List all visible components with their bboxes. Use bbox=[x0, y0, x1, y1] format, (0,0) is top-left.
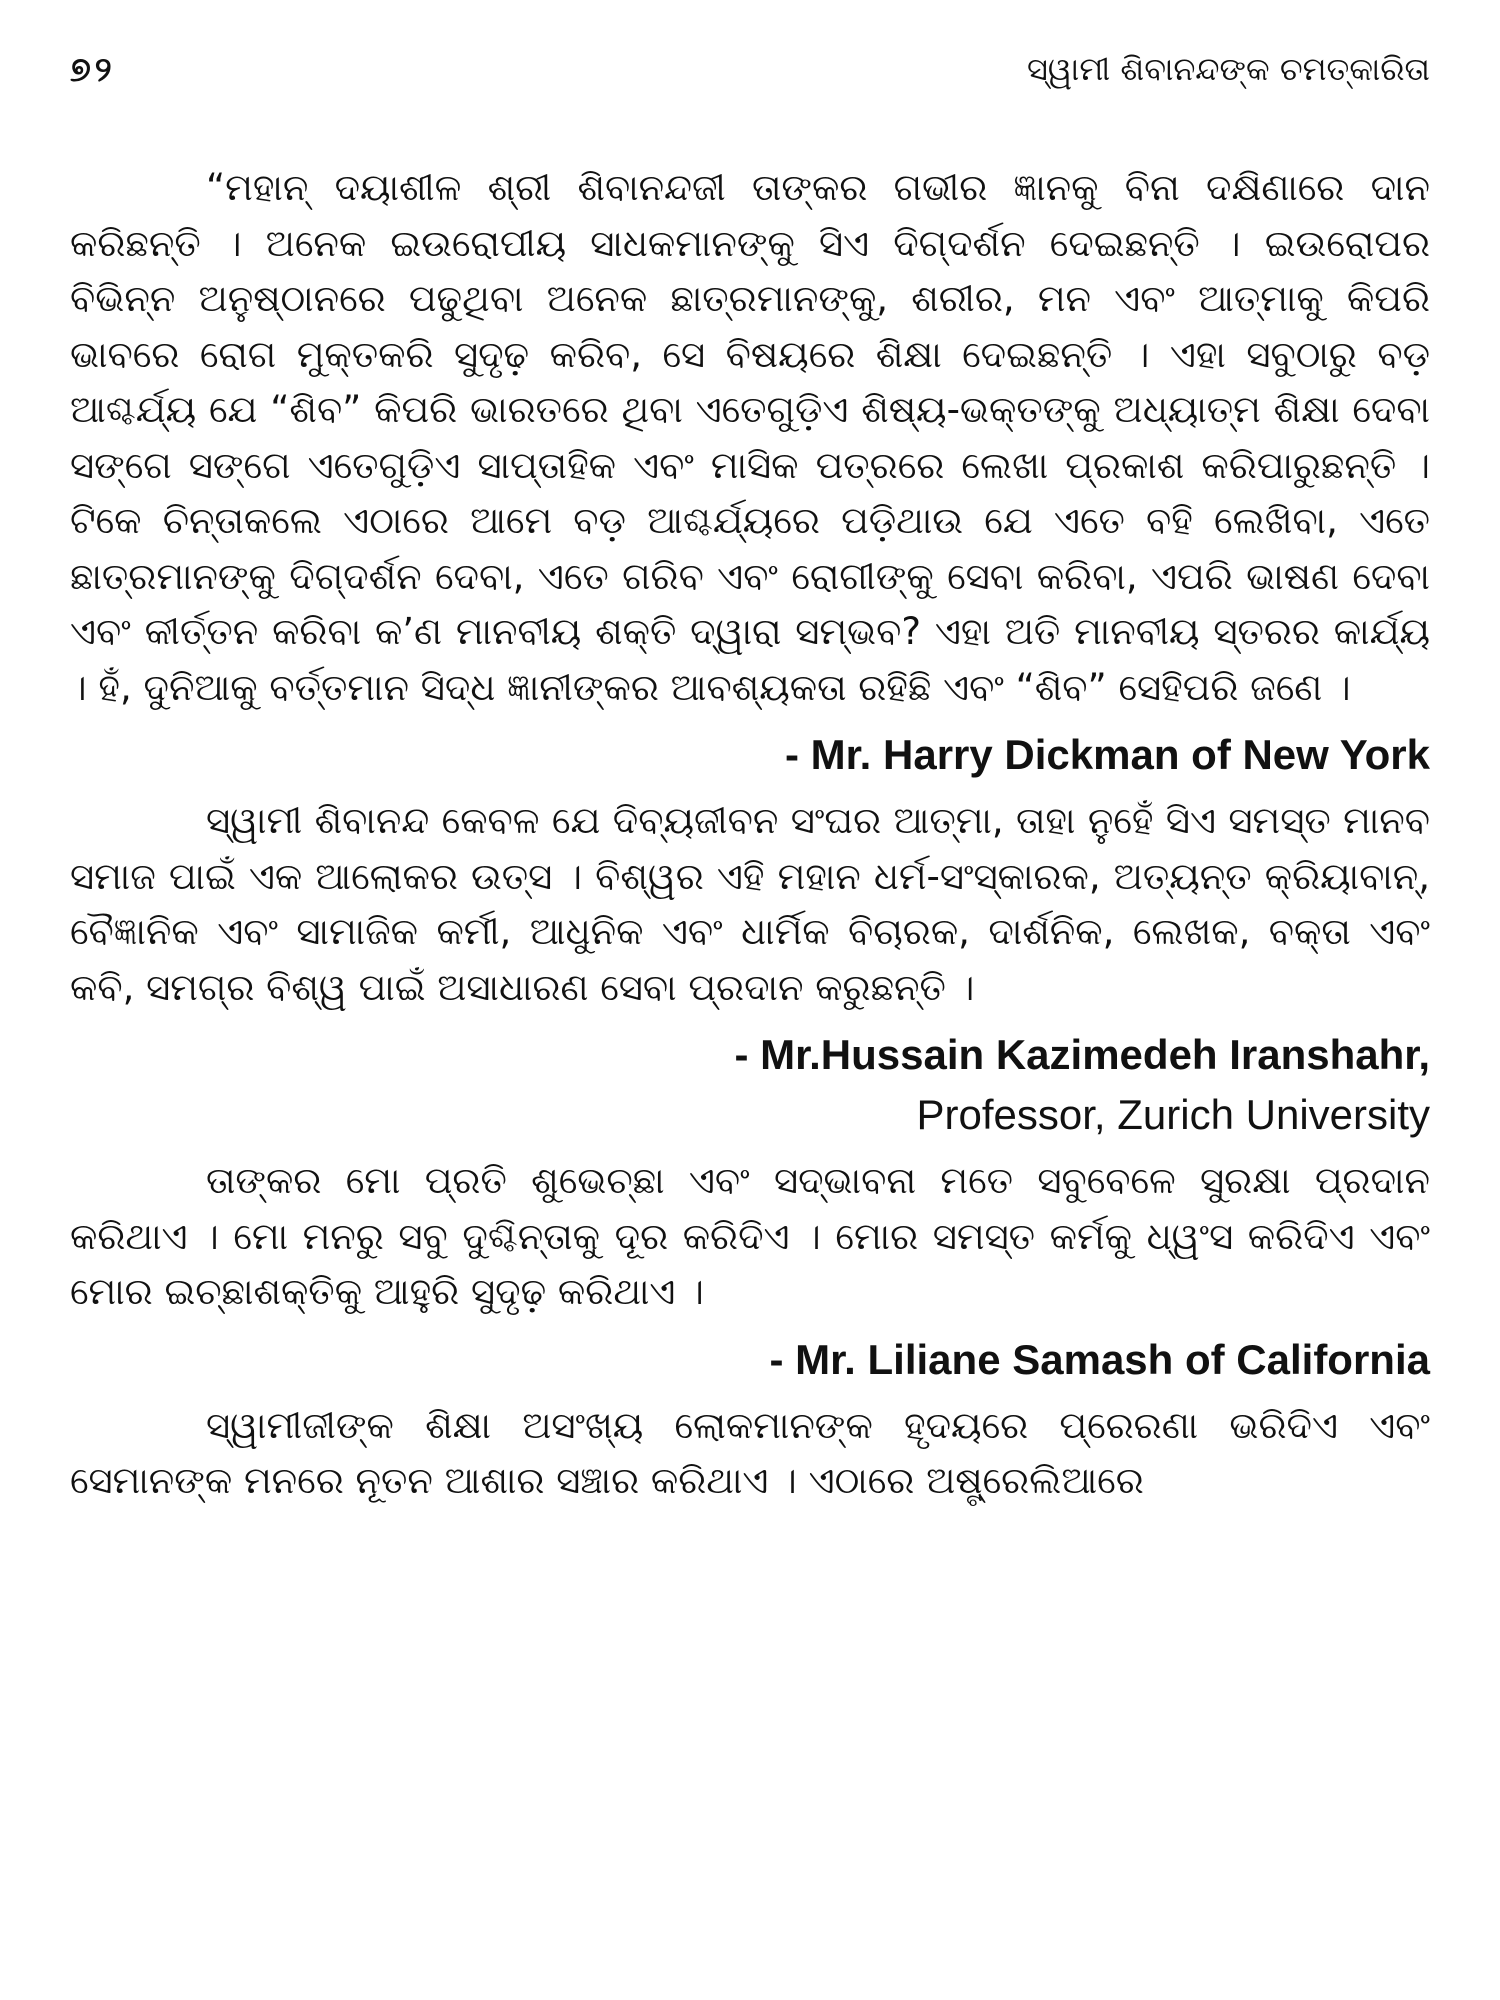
quote-attribution: - Mr. Harry Dickman of New York bbox=[785, 731, 1430, 778]
quote-attribution: - Mr. Liliane Samash of California bbox=[769, 1335, 1430, 1383]
quote-paragraph: ସ୍ୱାମୀଜୀଙ୍କ ଶିକ୍ଷା ଅସଂଖ୍ୟ ଲୋକମାନଙ୍କ ହୃଦୟରେ ପ୍ରେରଣା ଭରିଦିଏ ଏବଂ ସେମାନଙ୍କ ମନରେ ନୂତନ ଆଶାର ସଞ୍ଚାର କରିଥାଏ । ଏଠାରେ ଅଷ୍ଟ୍ରେଲିଆରେ bbox=[70, 1403, 1430, 1502]
quote-paragraph: ସ୍ୱାମୀ ଶିବାନନ୍ଦ କେବଳ ଯେ ଦିବ୍ୟଜୀବନ ସଂଘର ଆତ୍ମା, ତାହା ନୁହେଁ ସିଏ ସମସ୍ତ ମାନବ ସମାଜ ପାଇଁ ଏକ ଆଲୋକର ଉତ୍ସ । ବିଶ୍ୱର ଏହି ମହାନ ଧର୍ମ-ସଂସ୍କାରକ, ଅତ୍ୟନ୍ତ କ୍ରିୟାବାନ୍, ବୈଜ୍ଞାନିକ ଏବଂ ସାମାଜିକ କର୍ମୀ, ଆଧୁନିକ ଏବଂ ଧାର୍ମିକ ବିଚାରକ, ଦାର୍ଶନିକ, ଲେଖକ, ବକ୍ତା ଏବଂ କବି, ସମଗ୍ର ବିଶ୍ୱ ପାଇଁ ଅସାଧାରଣ ସେବା ପ୍ରଦାନ କରୁଛନ୍ତି । bbox=[70, 799, 1430, 1009]
page-header bbox=[70, 50, 1430, 110]
page-content bbox=[70, 160, 1430, 1509]
quote-attribution-affiliation: Professor, Zurich University bbox=[916, 1091, 1430, 1138]
quote-paragraph: “ମହାନ୍ ଦୟାଶୀଳ ଶ୍ରୀ ଶିବାନନ୍ଦଜୀ ତାଙ୍କର ଗଭୀର ଜ୍ଞାନକୁ ବିନା ଦକ୍ଷିଣାରେ ଦାନ କରିଛନ୍ତି । ଅନେକ ଇଉରୋପୀୟ ସାଧକମାନଙ୍କୁ ସିଏ ଦିଗ୍‌ଦର୍ଶନ ଦେଇଛନ୍ତି । ଇଉରୋପର ବିଭିନ୍ନ ଅନୁଷ୍ଠାନରେ ପଢୁଥିବା ଅନେକ ଛାତ୍ରମାନଙ୍କୁ, ଶରୀର, ମନ ଏବଂ ଆତ୍ମାକୁ କିପରି ଭାବରେ ରୋଗ ମୁକ୍ତକରି ସୁଦୃଢ଼ କରିବ, ସେ ବିଷୟରେ ଶିକ୍ଷା ଦେଇଛନ୍ତି । ଏହା ସବୁଠାରୁ ବଡ଼ ଆଶ୍ଚର୍ଯ୍ୟ ଯେ “ଶିବ” କିପରି ଭାରତରେ ଥିବା ଏତେଗୁଡ଼ିଏ ଶିଷ୍ୟ-ଭକ୍ତଙ୍କୁ ଅଧ୍ୟାତ୍ମ ଶିକ୍ଷା ଦେବା ସଙ୍ଗେ ସଙ୍ଗେ ଏତେଗୁଡ଼ିଏ ସାପ୍ତାହିକ ଏବଂ ମାସିକ ପତ୍ରରେ ଲେଖା ପ୍ରକାଶ କରିପାରୁଛନ୍ତି । ଟିକେ ଚିନ୍ତାକଲେ ଏଠାରେ ଆମେ ବଡ଼ ଆଶ୍ଚର୍ଯ୍ୟରେ ପଡ଼ିଥାଉ ଯେ ଏତେ ବହି ଲେଖିବା, ଏତେ ଛାତ୍ରମାନଙ୍କୁ ଦିଗ୍‌ଦର୍ଶନ ଦେବା, ଏତେ ଗରିବ ଏବଂ ରୋଗୀଙ୍କୁ ସେବା କରିବା, ଏପରି ଭାଷଣ ଦେବା ଏବଂ କୀର୍ତ୍ତନ କରିବା କ’ଣ ମାନବୀୟ ଶକ୍ତି ଦ୍ୱାରା ସମ୍ଭବ? ଏହା ଅତି ମାନବୀୟ ସ୍ତରର କାର୍ଯ୍ୟ । ହଁ, ଦୁନିଆକୁ ବର୍ତ୍ତମାନ ସିଦ୍ଧ ଜ୍ଞାନୀଙ୍କର ଆବଶ୍ୟକତା ରହିଛି ଏବଂ “ଶିବ” ସେହିପରି ଜଣେ । bbox=[70, 166, 1430, 709]
page-number: ୭୨ bbox=[70, 50, 116, 90]
running-title: ସ୍ୱାମୀ ଶିବାନନ୍ଦଙ୍କ ଚମତ୍କାରିତା bbox=[1027, 50, 1430, 88]
quote-attribution: - Mr.Hussain Kazimedeh Iranshahr, bbox=[734, 1031, 1430, 1078]
quote-paragraph: ତାଙ୍କର ମୋ ପ୍ରତି ଶୁଭେଚ୍ଛା ଏବଂ ସଦ୍‌ଭାବନା ମତେ ସବୁବେଳେ ସୁରକ୍ଷା ପ୍ରଦାନ କରିଥାଏ । ମୋ ମନରୁ ସବୁ ଦୁଶ୍ଚିନ୍ତାକୁ ଦୂର କରିଦିଏ । ମୋର ସମସ୍ତ କର୍ମକୁ ଧ୍ୱଂସ କରିଦିଏ ଏବଂ ମୋର ଇଚ୍ଛାଶକ୍ତିକୁ ଆହୁରି ସୁଦୃଢ଼ କରିଥାଏ । bbox=[70, 1159, 1430, 1313]
